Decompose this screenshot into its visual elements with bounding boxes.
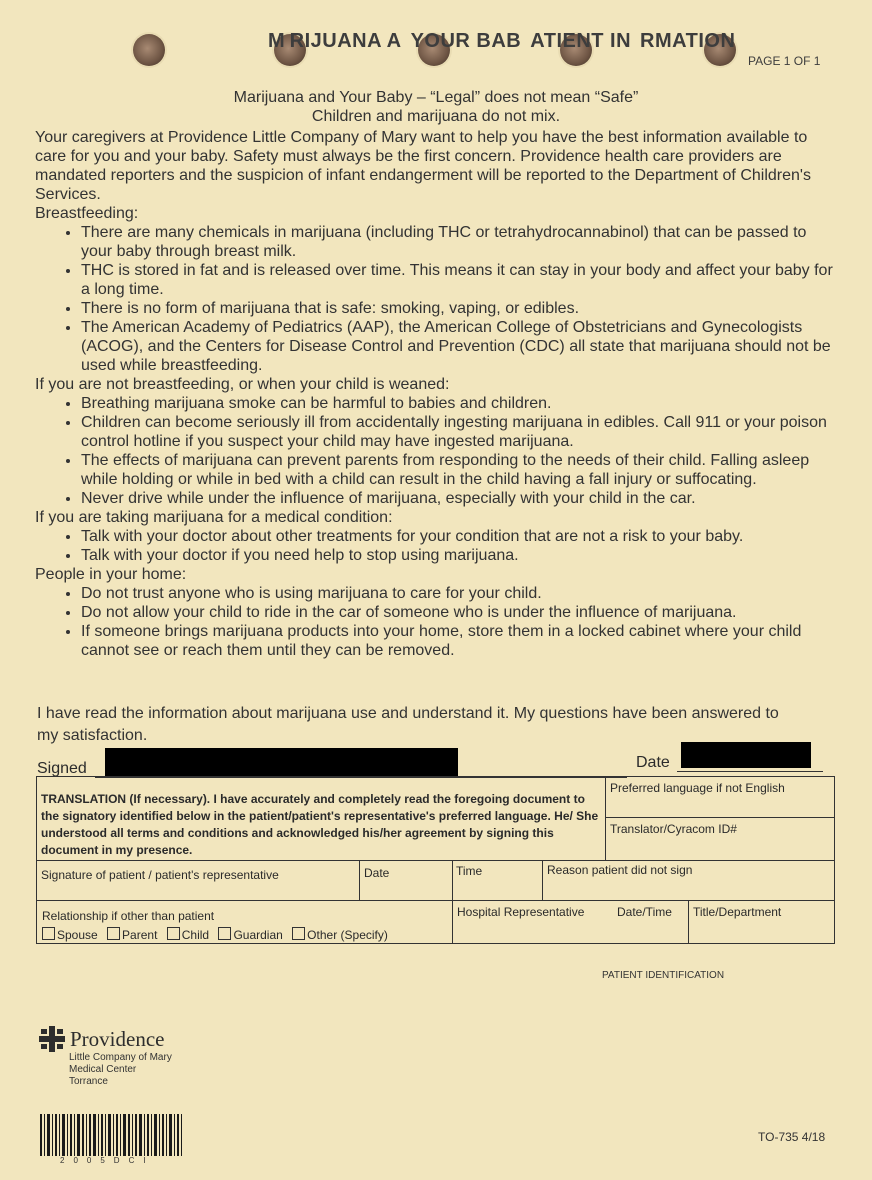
guardian-checkbox[interactable] bbox=[218, 927, 231, 940]
acknowledgement-text: I have read the information about marijuana use and understand it. My questions have been answered to my satisfaction. bbox=[37, 705, 779, 744]
relationship-field bbox=[37, 901, 452, 943]
bullet-item: • Children can become seriously ill from accidentally ingesting marijuana in edibles. Call 911 or your poison control hotline if you suspect your child may have ingested marijuana. bbox=[81, 413, 835, 451]
preferred-language-field[interactable] bbox=[605, 777, 834, 818]
bullet-item: • There is no form of marijuana that is safe: smoking, vaping, or edibles. bbox=[81, 299, 835, 318]
bullet-item: • Do not allow your child to ride in the car of someone who is under the influence of marijuana. bbox=[81, 603, 835, 622]
barcode-number: 2005DCI bbox=[60, 1156, 155, 1165]
spouse-checkbox[interactable] bbox=[42, 927, 55, 940]
bullet-item: • The American Academy of Pediatrics (AAP), the American College of Obstetricians and Gynecologists (ACOG), and the Centers for Disease Control and Prevention (CDC) all state that marijuana should not be used while breastfeeding. bbox=[81, 318, 835, 375]
redacted-date bbox=[681, 742, 811, 768]
child-label: Child bbox=[181, 928, 210, 942]
bullet-item: • There are many chemicals in marijuana (including THC or tetrahydrocannabinol) that can be passed to your baby through breast milk. bbox=[81, 223, 835, 261]
section-breastfeeding bbox=[35, 204, 835, 375]
date-time-label: Date/Time bbox=[617, 905, 672, 919]
translation-statement: TRANSLATION (If necessary). I have accurately and completely read the foregoing document to the signatory identified below in the patient/patient's representative's preferred language. He/ She understood all terms and conditions and acknowledged his/her agreement by signing this document in my presence. bbox=[41, 792, 599, 857]
redacted-signature bbox=[105, 748, 458, 776]
subtitle: Marijuana and Your Baby – “Legal” does not mean “Safe” bbox=[233, 89, 639, 106]
logo-subtitle bbox=[69, 1052, 172, 1088]
bullet-item: • The effects of marijuana can prevent parents from responding to the needs of their child. Falling asleep while holding or while in bed with a child can result in the child having a fall injury or suffocating. bbox=[81, 451, 835, 489]
logo-sub-line: Little Company of Mary bbox=[69, 1052, 172, 1063]
bullet-item: • THC is stored in fat and is released over time. This means it can stay in your body and affect your baby for a long time. bbox=[81, 261, 835, 299]
bullet-item: • Breathing marijuana smoke can be harmful to babies and children. bbox=[81, 394, 835, 413]
document-body bbox=[35, 128, 835, 660]
reason-field[interactable] bbox=[542, 861, 834, 901]
form-number: TO-735 4/18 bbox=[758, 1130, 826, 1144]
parent-label: Parent bbox=[122, 928, 158, 942]
title-department-field[interactable] bbox=[688, 901, 834, 943]
bullet-item: • If someone brings marijuana products into your home, store them in a locked cabinet where your child cannot see or reach them until they can be removed. bbox=[81, 622, 835, 660]
date-line[interactable] bbox=[677, 771, 823, 772]
form-time-field[interactable] bbox=[452, 861, 542, 901]
patient-signature-label: Signature of patient / patient's representative bbox=[41, 868, 279, 882]
title-department-label: Title/Department bbox=[693, 905, 782, 919]
providence-cross-logo-icon bbox=[39, 1026, 65, 1052]
form-date-field[interactable] bbox=[359, 861, 452, 901]
section-heading: Breastfeeding: bbox=[35, 205, 139, 222]
bullet-item: • Never drive while under the influence of marijuana, especially with your child in the car. bbox=[81, 489, 835, 508]
page-number: PAGE 1 OF 1 bbox=[748, 54, 821, 68]
signature-form-table bbox=[36, 776, 835, 944]
logo-sub-line: Medical Center bbox=[69, 1064, 137, 1075]
patient-signature-field[interactable] bbox=[37, 861, 359, 901]
hospital-representative-field[interactable] bbox=[452, 901, 688, 943]
punch-hole bbox=[133, 34, 165, 66]
parent-checkbox[interactable] bbox=[107, 927, 120, 940]
other-label: Other (Specify) bbox=[307, 928, 388, 942]
hospital-rep-label: Hospital Representative bbox=[457, 905, 585, 919]
translator-id-field[interactable] bbox=[605, 818, 834, 860]
relationship-options bbox=[42, 926, 447, 945]
relationship-label: Relationship if other than patient bbox=[42, 909, 215, 923]
section-home bbox=[35, 565, 835, 660]
patient-identification-label: PATIENT IDENTIFICATION bbox=[602, 970, 725, 981]
preferred-language-label: Preferred language if not English bbox=[610, 781, 785, 795]
section-heading: If you are taking marijuana for a medical condition: bbox=[35, 509, 393, 526]
section-heading: People in your home: bbox=[35, 566, 187, 583]
other-checkbox[interactable] bbox=[292, 927, 305, 940]
form-date-label: Date bbox=[364, 866, 390, 880]
section-heading: If you are not breastfeeding, or when your child is weaned: bbox=[35, 376, 450, 393]
bullet-item: • Do not trust anyone who is using marijuana to care for your child. bbox=[81, 584, 835, 603]
section-not-breastfeeding bbox=[35, 375, 835, 508]
translator-id-label: Translator/Cyracom ID# bbox=[610, 822, 737, 836]
reason-label: Reason patient did not sign bbox=[547, 863, 693, 877]
page-title: M RIJUANA A YOUR BAB ATIENT IN RMATION bbox=[268, 30, 736, 52]
date-label: Date bbox=[636, 754, 670, 771]
form-time-label: Time bbox=[456, 864, 483, 878]
logo-sub-line: Torrance bbox=[69, 1076, 108, 1087]
barcode-icon bbox=[40, 1114, 182, 1156]
spouse-label: Spouse bbox=[57, 928, 98, 942]
bullet-item: • Talk with your doctor about other treatments for your condition that are not a risk to your baby. bbox=[81, 527, 835, 546]
bullet-item: • Talk with your doctor if you need help to stop using marijuana. bbox=[81, 546, 835, 565]
guardian-label: Guardian bbox=[233, 928, 283, 942]
section-medical bbox=[35, 508, 835, 565]
logo-name: Providence bbox=[70, 1027, 165, 1051]
child-checkbox[interactable] bbox=[167, 927, 180, 940]
subtitle-secondary: Children and marijuana do not mix. bbox=[311, 108, 561, 125]
intro-paragraph: Your caregivers at Providence Little Company of Mary want to help you have the best information available to care for you and your baby. Safety must always be the first concern. Providence health care providers are mandated reporters and the suspicion of infant endangerment will be reported to the Department of Children's Services. bbox=[35, 129, 811, 203]
signed-label: Signed bbox=[37, 760, 87, 777]
